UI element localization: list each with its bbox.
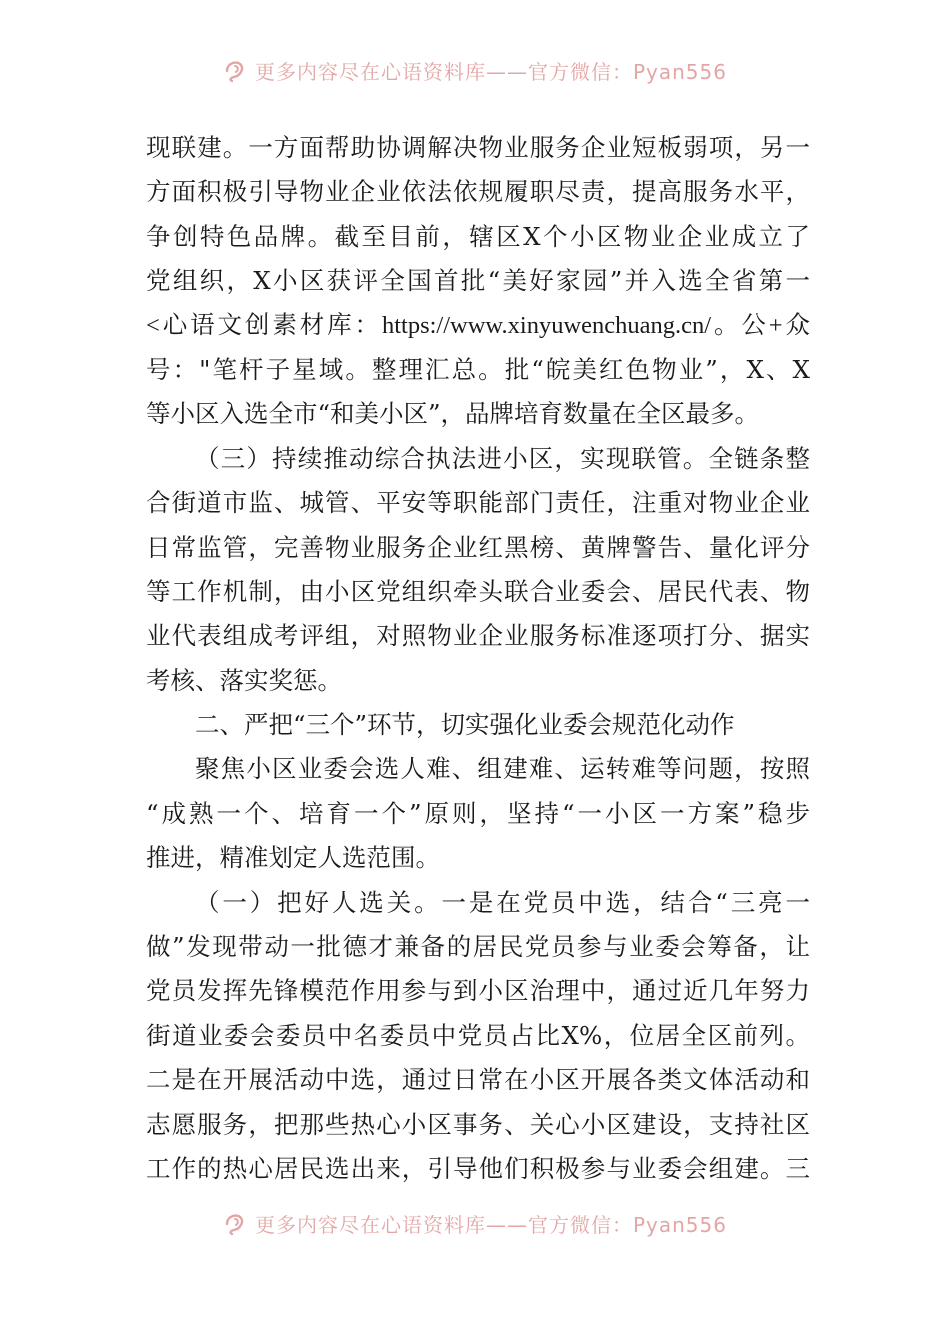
text-line: <心语文创素材库：https://www.xinyuwenchuang.cn/。公+众 [146, 311, 810, 339]
text-line: 街道业委会委员中名委员中党员占比X%，位居全区前列。 [146, 1020, 810, 1050]
watermark-logo-icon [223, 57, 249, 83]
text-line: 党员发挥先锋模范作用参与到小区治理中，通过近几年努力 [146, 976, 810, 1006]
text-line: 争创特色品牌。截至目前，辖区X个小区物业企业成立了 [146, 221, 810, 251]
text-line: 合街道市监、城管、平安等职能部门责任，注重对物业企业 [146, 488, 810, 518]
text-line: “成熟一个、培育一个”原则，坚持“一小区一方案”稳步 [146, 798, 810, 828]
text-line: 号："笔杆子星域。整理汇总。批“皖美红色物业”，X、X [146, 354, 810, 384]
text-line: 等工作机制，由小区党组织牵头联合业委会、居民代表、物 [146, 576, 810, 606]
text-line: 做”发现带动一批德才兼备的居民党员参与业委会筹备，让 [146, 932, 810, 962]
watermark-logo-icon [223, 1210, 249, 1236]
text-line: 现联建。一方面帮助协调解决物业服务企业短板弱项，另一 [146, 133, 810, 162]
text-line: 推进，精准划定人选范围。 [146, 843, 440, 873]
document-body [146, 126, 810, 1191]
watermark-text: 更多内容尽在心语资料库——官方微信：Pyan556 [254, 1212, 727, 1237]
text-line: 志愿服务，把那些热心小区事务、关心小区建设，支持社区 [146, 1109, 810, 1139]
header-watermark [0, 52, 950, 88]
text-line: （三）持续推动综合执法进小区，实现联管。全链条整 [195, 443, 810, 473]
text-line: 工作的热心居民选出来，引导他们积极参与业委会组建。三 [146, 1153, 810, 1183]
text-line: （一）把好人选关。一是在党员中选，结合“三亮一 [195, 887, 810, 917]
text-line: 日常监管，完善物业服务企业红黑榜、黄牌警告、量化评分 [146, 532, 810, 562]
text-line: 业代表组成考评组，对照物业企业服务标准逐项打分、据实 [146, 621, 810, 651]
watermark-text: 更多内容尽在心语资料库——官方微信：Pyan556 [254, 59, 727, 84]
text-line: 二是在开展活动中选，通过日常在小区开展各类文体活动和 [146, 1065, 810, 1095]
text-line: 方面积极引导物业企业依法依规履职尽责，提高服务水平， [146, 177, 810, 207]
text-line: 聚焦小区业委会选人难、组建难、运转难等问题，按照 [195, 754, 810, 784]
text-line: 考核、落实奖惩。 [146, 665, 342, 695]
section-heading: 二、严把“三个”环节，切实强化业委会规范化动作 [195, 710, 735, 740]
text-line: 等小区入选全市“和美小区”，品牌培育数量在全区最多。 [146, 399, 760, 429]
text-line: 党组织，X小区获评全国首批“美好家园”并入选全省第一 [146, 266, 810, 296]
footer-watermark [0, 1205, 950, 1241]
